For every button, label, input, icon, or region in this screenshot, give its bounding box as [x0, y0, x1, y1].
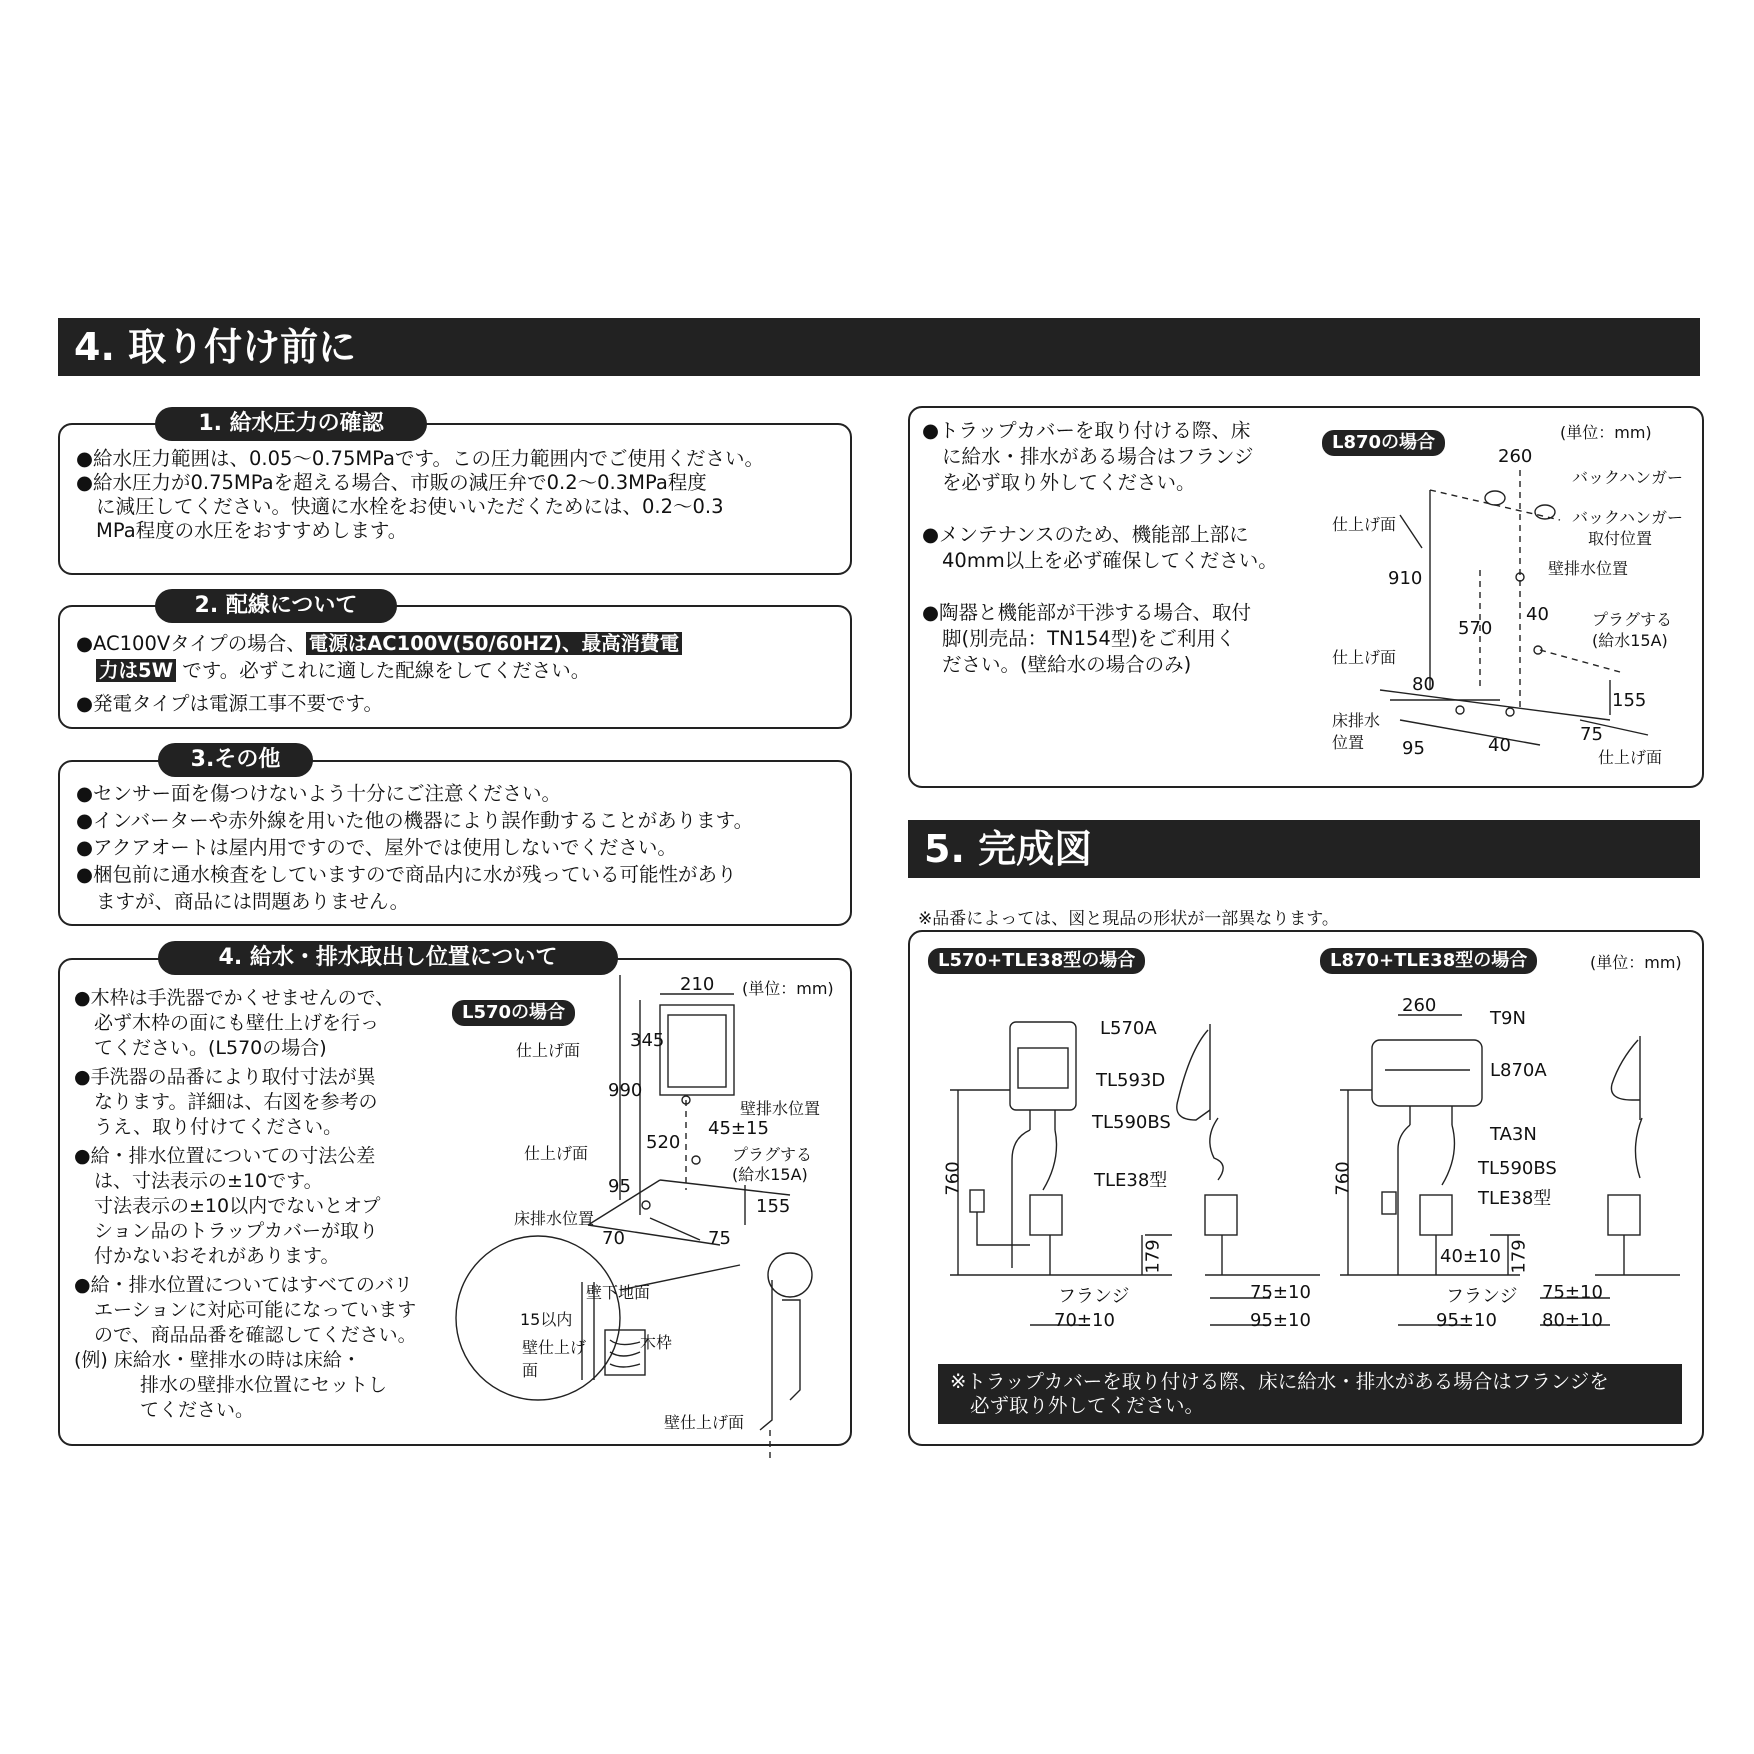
right-TL590BS: TL590BS	[1478, 1158, 1557, 1179]
l870-tag: L870の場合	[1322, 430, 1445, 456]
flange-warning	[938, 1364, 1682, 1424]
l870-dim-95: 95	[1402, 738, 1425, 759]
l870-back-1: バックハンガー	[1572, 468, 1684, 487]
right-dim-179: 179	[1508, 1239, 1530, 1274]
l870-line: ●メンテナンスのため、機能部上部に	[922, 523, 1249, 546]
l870-dim-155: 155	[1612, 690, 1647, 711]
section-5-note: ※品番によっては、図と現品の形状が一部異なります。	[918, 909, 1339, 929]
position-line: 寸法表示の±10以内でないとオプ	[94, 1195, 381, 1217]
l870-floor-a: 床排水	[1332, 711, 1381, 730]
l570-dim-70: 70	[602, 1228, 625, 1249]
position-line: ●木枠は手洗器でかくせませんので、	[74, 987, 395, 1009]
l570-wall-under: 壁下地面	[586, 1283, 651, 1302]
right-dim-75: 75±10	[1542, 1282, 1603, 1303]
l870-line: 脚(別売品：TN154型)をご利用く	[942, 627, 1236, 650]
l570-floor-drain: 床排水位置	[514, 1209, 595, 1228]
left-flange: フランジ	[1058, 1286, 1130, 1307]
l870-back-2a: バックハンガー	[1572, 508, 1684, 527]
position-heading: 4. 給水・排水取出し位置について	[158, 941, 618, 975]
left-L570A: L570A	[1100, 1018, 1157, 1039]
l870-line: 40mm以上を必ず確保してください。	[942, 549, 1278, 572]
l570-within-15: 15以内	[520, 1310, 573, 1329]
position-line: は、寸法表示の±10です。	[94, 1170, 323, 1192]
section-4-title: 4. 取り付け前に	[74, 325, 357, 369]
l870-dim-260: 260	[1498, 446, 1533, 467]
position-line: ので、商品品番を確認してください。	[94, 1324, 417, 1346]
completion-tag-1: L570+TLE38型の場合	[928, 948, 1145, 974]
l870-finish-left: 仕上げ面	[1332, 648, 1397, 667]
l570-wall-finish-b: 面	[522, 1361, 539, 1380]
l570-unit: (単位：mm)	[742, 979, 834, 998]
pressure-line: ●給水圧力が0.75MPaを超える場合、市販の減圧弁で0.2～0.3MPa程度	[76, 471, 707, 494]
l570-finish-1: 仕上げ面	[516, 1041, 581, 1060]
l570-dim-990: 990	[608, 1080, 643, 1101]
wiring-line-3: ●発電タイプは電源工事不要です。	[76, 692, 383, 715]
section-5-title: 5. 完成図	[924, 827, 1093, 871]
l870-finish-right: 仕上げ面	[1598, 748, 1663, 767]
l870-back-2b: 取付位置	[1588, 529, 1653, 548]
l870-wall-drain: 壁排水位置	[1548, 559, 1629, 578]
left-dim-75: 75±10	[1250, 1282, 1311, 1303]
position-line: ●手洗器の品番により取付寸法が異	[74, 1066, 376, 1088]
left-TL593D: TL593D	[1096, 1070, 1166, 1091]
l570-dim-45: 45±15	[708, 1118, 769, 1139]
l870-line: ●トラップカバーを取り付ける際、床	[922, 419, 1251, 442]
l570-dim-520: 520	[646, 1132, 681, 1153]
l870-plug-1: プラグする	[1592, 610, 1673, 629]
other-line: ●インバーターや赤外線を用いた他の機器により誤作動することがあります。	[76, 809, 754, 832]
position-line: エーションに対応可能になっています	[94, 1299, 417, 1321]
right-T9N: T9N	[1490, 1008, 1526, 1029]
position-line: てください。(L570の場合)	[94, 1037, 327, 1059]
left-dim-70: 70±10	[1054, 1310, 1115, 1331]
position-line: なります。詳細は、右図を参考の	[94, 1091, 378, 1113]
l570-wall-drain: 壁排水位置	[740, 1099, 821, 1118]
wiring-highlight-1: 電源はAC100V(50/60HZ)、最高消費電	[306, 632, 682, 655]
l870-plug-2: (給水15A)	[1592, 631, 1668, 650]
right-dim-260: 260	[1402, 995, 1437, 1016]
l870-unit: (単位：mm)	[1560, 423, 1652, 442]
position-line: ●給・排水位置についてはすべてのバリ	[74, 1274, 413, 1296]
l570-finish-2: 仕上げ面	[524, 1144, 589, 1163]
left-dim-760: 760	[942, 1161, 964, 1196]
pressure-line: ●給水圧力範囲は、0.05～0.75MPaです。この圧力範囲内でご使用ください。	[76, 447, 764, 470]
wiring-line-1a: ●AC100Vタイプの場合、	[76, 632, 306, 655]
pressure-heading: 1. 給水圧力の確認	[155, 407, 427, 441]
pressure-line: に減圧してください。快適に水栓をお使いいただくためには、0.2～0.3	[96, 495, 724, 518]
l570-tag: L570の場合	[452, 1000, 575, 1026]
position-line: (例) 床給水・壁排水の時は床給・	[74, 1349, 361, 1371]
l870-dim-910: 910	[1388, 568, 1423, 589]
position-line: 排水の壁排水位置にセットし	[140, 1374, 388, 1396]
l870-line: ●陶器と機能部が干渉する場合、取付	[922, 601, 1252, 624]
l870-dim-40a: 40	[1526, 604, 1549, 625]
l570-plug-1: プラグする	[732, 1145, 813, 1164]
other-line: ●アクアオートは屋内用ですので、屋外では使用しないでください。	[76, 836, 677, 859]
wiring-line-2b: です。必ずこれに適した配線をしてください。	[182, 659, 591, 682]
l570-dim-345: 345	[630, 1030, 665, 1051]
l570-dim-95: 95	[608, 1176, 631, 1197]
l570-dim-75: 75	[708, 1228, 731, 1249]
right-TA3N: TA3N	[1490, 1124, 1537, 1145]
flange-warning-line-2: 必ず取り外してください。	[970, 1394, 1205, 1417]
l870-line: に給水・排水がある場合はフランジ	[942, 445, 1254, 468]
l570-dim-155: 155	[756, 1196, 791, 1217]
right-dim-95: 95±10	[1436, 1310, 1497, 1331]
position-line: ●給・排水位置についての寸法公差	[74, 1145, 376, 1167]
l570-wall-finish-face: 壁仕上げ面	[664, 1413, 745, 1432]
position-line: てください。	[140, 1399, 255, 1421]
completion-tag-2: L870+TLE38型の場合	[1320, 948, 1537, 974]
l570-plug-2: (給水15A)	[732, 1165, 808, 1184]
right-dim-80: 80±10	[1542, 1310, 1603, 1331]
left-dim-179: 179	[1142, 1239, 1164, 1274]
l870-finish-top: 仕上げ面	[1332, 515, 1397, 534]
completion-unit: (単位：mm)	[1590, 953, 1682, 972]
l570-wood: 木枠	[640, 1333, 673, 1352]
wiring-highlight-2: 力は5W	[96, 659, 176, 682]
right-L870A: L870A	[1490, 1060, 1547, 1081]
wiring-heading: 2. 配線について	[155, 589, 397, 623]
left-TL590BS: TL590BS	[1092, 1112, 1171, 1133]
l870-line: ださい。(壁給水の場合のみ)	[942, 653, 1192, 676]
pressure-line: MPa程度の水圧をおすすめします。	[96, 519, 408, 542]
left-dim-95: 95±10	[1250, 1310, 1311, 1331]
position-line: 付かないおそれがあります。	[94, 1245, 340, 1267]
l570-dim-210: 210	[680, 974, 715, 995]
position-line: 必ず木枠の面にも壁仕上げを行っ	[94, 1012, 380, 1034]
l570-wall-finish-a: 壁仕上げ	[522, 1338, 587, 1357]
l870-dim-80: 80	[1412, 674, 1435, 695]
other-line: ●梱包前に通水検査をしていますので商品内に水が残っている可能性があり	[76, 863, 737, 886]
other-heading: 3.その他	[158, 743, 313, 777]
l870-line: を必ず取り外してください。	[942, 471, 1196, 494]
right-dim-760: 760	[1332, 1161, 1354, 1196]
l870-floor-b: 位置	[1332, 733, 1365, 752]
other-line: ますが、商品には問題ありません。	[96, 890, 410, 913]
right-flange: フランジ	[1446, 1286, 1518, 1307]
position-line: うえ、取り付けてください。	[94, 1116, 343, 1138]
right-dim-40: 40±10	[1440, 1246, 1501, 1267]
l870-dim-40b: 40	[1488, 735, 1511, 756]
flange-warning-line-1: ※トラップカバーを取り付ける際、床に給水・排水がある場合はフランジを	[950, 1370, 1609, 1393]
l870-dim-75: 75	[1580, 724, 1603, 745]
l870-dim-570: 570	[1458, 618, 1493, 639]
position-line: ション品のトラップカバーが取り	[94, 1220, 379, 1242]
other-line: ●センサー面を傷つけないよう十分にご注意ください。	[76, 782, 562, 805]
right-TLE38: TLE38型	[1478, 1188, 1552, 1209]
left-TLE38: TLE38型	[1094, 1170, 1168, 1191]
